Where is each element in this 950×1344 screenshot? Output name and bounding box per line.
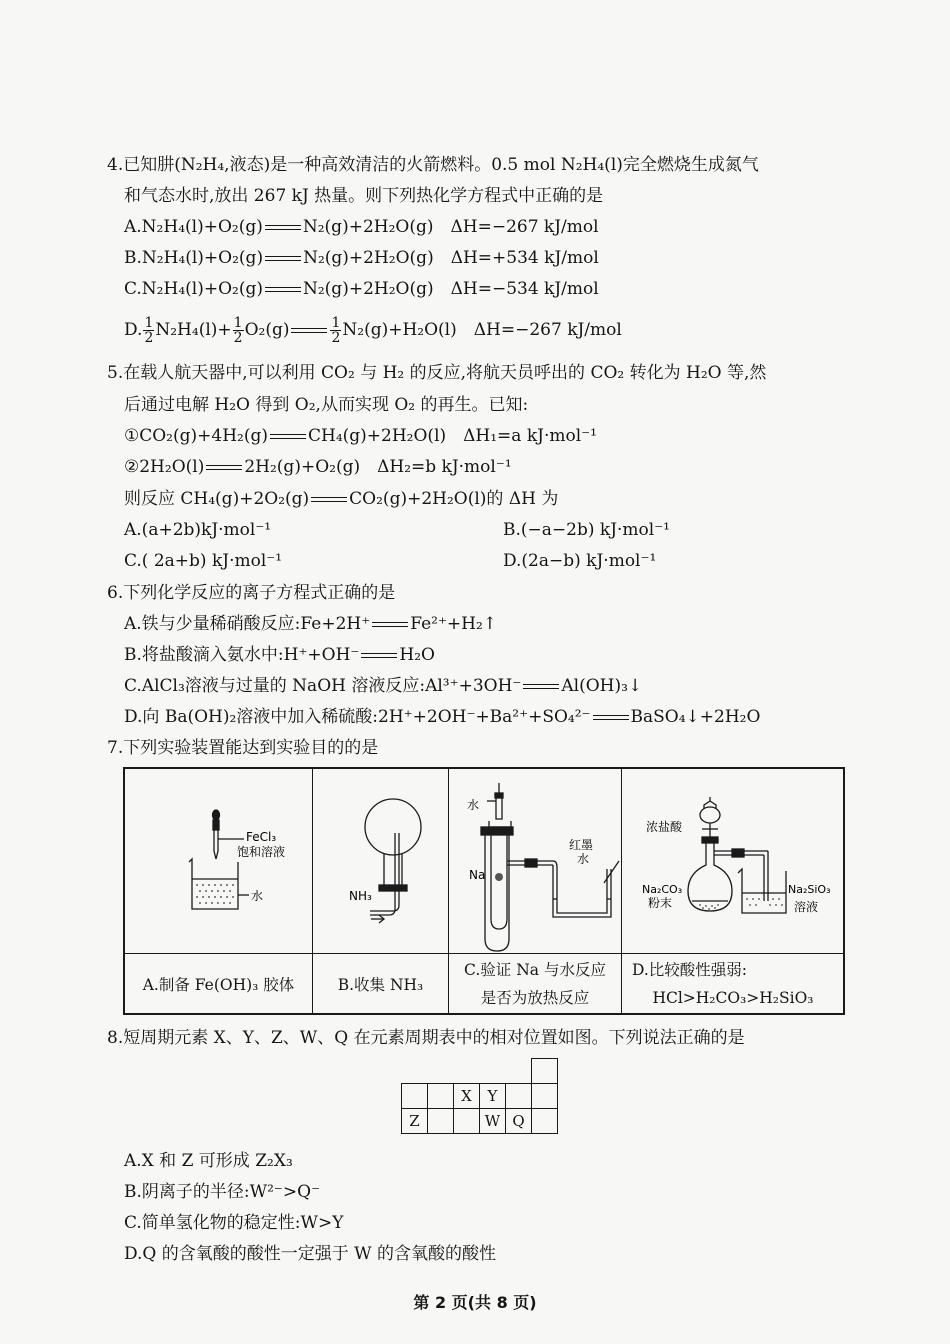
equals-sign-icon	[263, 252, 303, 266]
q5-eq2-right: 2H₂(g)+O₂(g) ΔH₂=b kJ·mol⁻¹	[244, 457, 512, 477]
water-label: 水	[467, 798, 480, 812]
q8-option-b: B.阴离子的半径:W²⁻>Q⁻	[124, 1182, 321, 1202]
sodium-label: Na	[469, 868, 486, 882]
nh3-label: NH₃	[349, 889, 372, 903]
fecl3-label: FeCl₃	[246, 830, 277, 844]
q7-caption-d1: D.比较酸性强弱:	[632, 961, 748, 979]
equals-sign-icon	[263, 221, 303, 235]
q7-caption-c1: C.验证 Na 与水反应	[464, 961, 606, 979]
q4-option-c	[124, 276, 599, 302]
q5-question-right: CO₂(g)+2H₂O(l)的 ΔH 为	[349, 489, 559, 509]
q5-equation-1	[124, 423, 597, 449]
q7-caption-a: A.制备 Fe(OH)₃ 胶体	[142, 976, 295, 994]
q5-stem-line2: 后通过电解 H₂O 得到 O₂,从而实现 O₂ 的再生。已知:	[124, 395, 529, 415]
na2co3-label: Na₂CO₃	[642, 883, 683, 896]
equals-sign-icon	[521, 680, 561, 694]
pt-cell-empty	[532, 1059, 558, 1084]
equals-sign-icon	[370, 618, 410, 632]
q7-caption-d2: HCl>H₂CO₃>H₂SiO₃	[652, 989, 814, 1007]
powder-label: 粉末	[648, 896, 673, 910]
q6-option-b	[124, 642, 435, 668]
pt-cell-x: X	[454, 1084, 480, 1109]
q6-c-left: C.AlCl₃溶液与过量的 NaOH 溶液反应:Al³⁺+3OH⁻	[124, 676, 522, 696]
q8-stem: 8.短周期元素 X、Y、Z、W、Q 在元素周期表中的相对位置如图。下列说法正确的是	[107, 1028, 745, 1048]
q6-c-right: Al(OH)₃↓	[561, 676, 643, 696]
pt-cell-y: Y	[480, 1084, 506, 1109]
q4-a-right: N₂(g)+2H₂O(g) ΔH=−267 kJ/mol	[302, 217, 599, 237]
q6-option-c	[124, 673, 642, 699]
equals-sign-icon	[309, 493, 349, 507]
q4-a-left: A.N₂H₄(l)+O₂(g)	[124, 217, 263, 237]
q5-stem-line1: 5.在载人航天器中,可以利用 CO₂ 与 H₂ 的反应,将航天员呼出的 CO₂ 转化为 H₂O 等,然	[107, 363, 767, 383]
q6-option-a	[124, 611, 497, 637]
q5-option-d: D.(2a−b) kJ·mol⁻¹	[503, 551, 657, 571]
q6-a-left: A.铁与少量稀硝酸反应:Fe+2H⁺	[124, 614, 371, 634]
dropper-beaker-figure	[125, 769, 312, 953]
page-footer: 第 2 页(共 8 页)	[413, 1293, 537, 1312]
q5-question	[124, 486, 558, 512]
q4-option-a	[124, 214, 599, 240]
q6-d-left: D.向 Ba(OH)₂溶液中加入稀硫酸:2H⁺+2OH⁻+Ba²⁺+SO₄²⁻	[124, 707, 591, 727]
pt-cell-z: Z	[402, 1109, 428, 1134]
acid-strength-figure	[622, 769, 844, 953]
equals-sign-icon	[268, 430, 308, 444]
q4-option-b	[124, 245, 599, 271]
q5-eq2-left: ②2H₂O(l)	[124, 457, 205, 477]
equals-sign-icon	[359, 649, 399, 663]
water-label: 水	[251, 889, 264, 903]
q8-option-d: D.Q 的含氧酸的酸性一定强于 W 的含氧酸的酸性	[124, 1244, 497, 1264]
q4-stem-line2: 和气态水时,放出 267 kJ 热量。则下列热化学方程式中正确的是	[124, 186, 604, 206]
q5-option-c: C.( 2a+b) kJ·mol⁻¹	[124, 551, 283, 571]
q4-b-left: B.N₂H₄(l)+O₂(g)	[124, 248, 264, 268]
equals-sign-icon	[591, 711, 631, 725]
na2sio3-label: Na₂SiO₃	[788, 883, 831, 896]
q6-b-left: B.将盐酸滴入氨水中:H⁺+OH⁻	[124, 645, 360, 665]
q4-d-part1: N₂H₄(l)+	[155, 320, 232, 340]
q6-b-right: H₂O	[399, 645, 435, 665]
q6-a-right: Fe²⁺+H₂↑	[410, 614, 498, 634]
q6-stem: 6.下列化学反应的离子方程式正确的是	[107, 583, 396, 603]
conc-hcl-label: 浓盐酸	[646, 820, 683, 834]
saturated-solution-label: 饱和溶液	[237, 845, 286, 859]
q8-option-a: A.X 和 Z 可形成 Z₂X₃	[124, 1151, 293, 1171]
test-tube-u-tube-figure	[449, 769, 621, 953]
q4-d-part2: O₂(g)	[244, 320, 290, 340]
q7-caption-c2: 是否为放热反应	[480, 989, 590, 1007]
equals-sign-icon	[263, 283, 303, 297]
q5-eq1-left: ①CO₂(g)+4H₂(g)	[124, 426, 268, 446]
pt-cell-q: Q	[506, 1109, 532, 1134]
red-ink-label: 红墨	[569, 838, 594, 852]
fraction-one-half: $\frac{1}{2}$	[331, 315, 341, 346]
q4-b-right: N₂(g)+2H₂O(g) ΔH=+534 kJ/mol	[303, 248, 599, 268]
q4-c-right: N₂(g)+2H₂O(g) ΔH=−534 kJ/mol	[302, 279, 599, 299]
fraction-one-half: $\frac{1}{2}$	[233, 315, 243, 346]
equals-sign-icon	[204, 461, 244, 475]
round-flask-figure	[313, 769, 448, 953]
periodic-table-fragment	[401, 1058, 558, 1134]
red-ink-water-label: 水	[577, 852, 590, 866]
q4-d-prefix: D.	[124, 320, 143, 340]
equals-sign-icon	[289, 324, 329, 338]
q5-equation-2	[124, 454, 512, 480]
q5-option-b: B.(−a−2b) kJ·mol⁻¹	[503, 520, 670, 540]
fraction-one-half: $\frac{1}{2}$	[144, 315, 154, 346]
q7-apparatus-table	[123, 767, 845, 1015]
q4-c-left: C.N₂H₄(l)+O₂(g)	[124, 279, 263, 299]
q6-d-right: BaSO₄↓+2H₂O	[630, 707, 761, 727]
solution-label: 溶液	[794, 900, 819, 914]
q6-option-d	[124, 704, 760, 730]
pt-cell-w: W	[480, 1109, 506, 1134]
q5-option-a: A.(a+2b)kJ·mol⁻¹	[124, 520, 272, 540]
q5-question-left: 则反应 CH₄(g)+2O₂(g)	[124, 489, 310, 509]
q5-eq1-right: CH₄(g)+2H₂O(l) ΔH₁=a kJ·mol⁻¹	[308, 426, 597, 446]
q7-stem: 7.下列实验装置能达到实验目的的是	[107, 738, 379, 758]
q8-option-c: C.简单氢化物的稳定性:W>Y	[124, 1213, 344, 1233]
q4-d-part3: N₂(g)+H₂O(l) ΔH=−267 kJ/mol	[342, 320, 622, 340]
q7-caption-b: B.收集 NH₃	[337, 976, 424, 994]
q4-stem-line1: 4.已知肼(N₂H₄,液态)是一种高效清洁的火箭燃料。0.5 mol N₂H₄(l)完全燃烧生成氮气	[107, 155, 759, 175]
q4-option-d	[124, 316, 622, 345]
